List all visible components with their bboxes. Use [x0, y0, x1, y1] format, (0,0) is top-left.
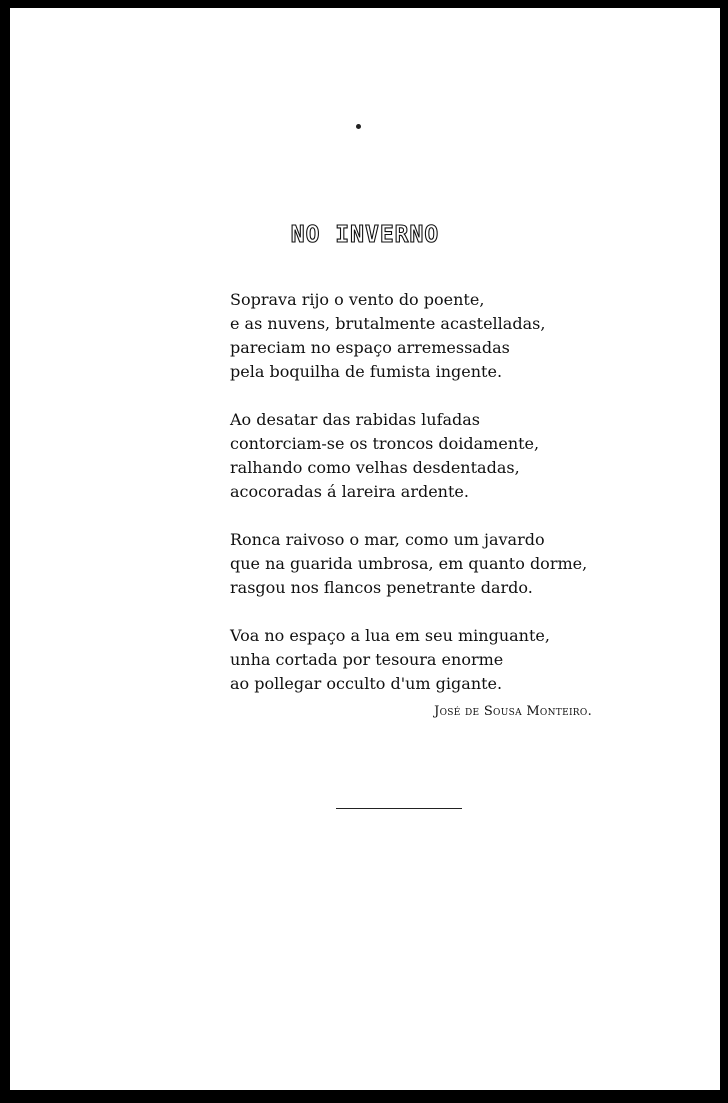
poem-line: Soprava rijo o vento do poente, [230, 290, 485, 309]
poem-title: NO INVERNO [290, 222, 440, 248]
poem-line: contorciam-se os troncos doidamente, [230, 434, 540, 453]
poem-line: pela boquilha de fumista ingente. [230, 362, 503, 381]
poem-line: Ronca raivoso o mar, como um javardo [230, 530, 545, 549]
poem-line: ralhando como velhas desdentadas, [230, 458, 520, 477]
stanza [230, 528, 610, 600]
poem-line: pareciam no espaço arremessadas [230, 338, 510, 357]
poem-line: e as nuvens, brutalmente acastelladas, [230, 314, 546, 333]
stanza [230, 288, 610, 384]
stanza [230, 408, 610, 504]
poem-line: Voa no espaço a lua em seu minguante, [230, 626, 550, 645]
stanza [230, 624, 610, 696]
author-signature: José de Sousa Monteiro. [434, 704, 592, 719]
poem-line: acocoradas á lareira ardente. [230, 482, 469, 501]
poem-line: que na guarida umbrosa, em quanto dorme, [230, 554, 588, 573]
poem-line: unha cortada por tesoura enorme [230, 650, 504, 669]
poem-line: Ao desatar das rabidas lufadas [230, 410, 481, 429]
poem-line: rasgou nos flancos penetrante dardo. [230, 578, 533, 597]
poem-body [230, 288, 610, 696]
poem-line: ao pollegar occulto d'um gigante. [230, 674, 503, 693]
ornament-dot [356, 124, 361, 129]
page [10, 8, 720, 1090]
divider-rule [336, 808, 462, 809]
